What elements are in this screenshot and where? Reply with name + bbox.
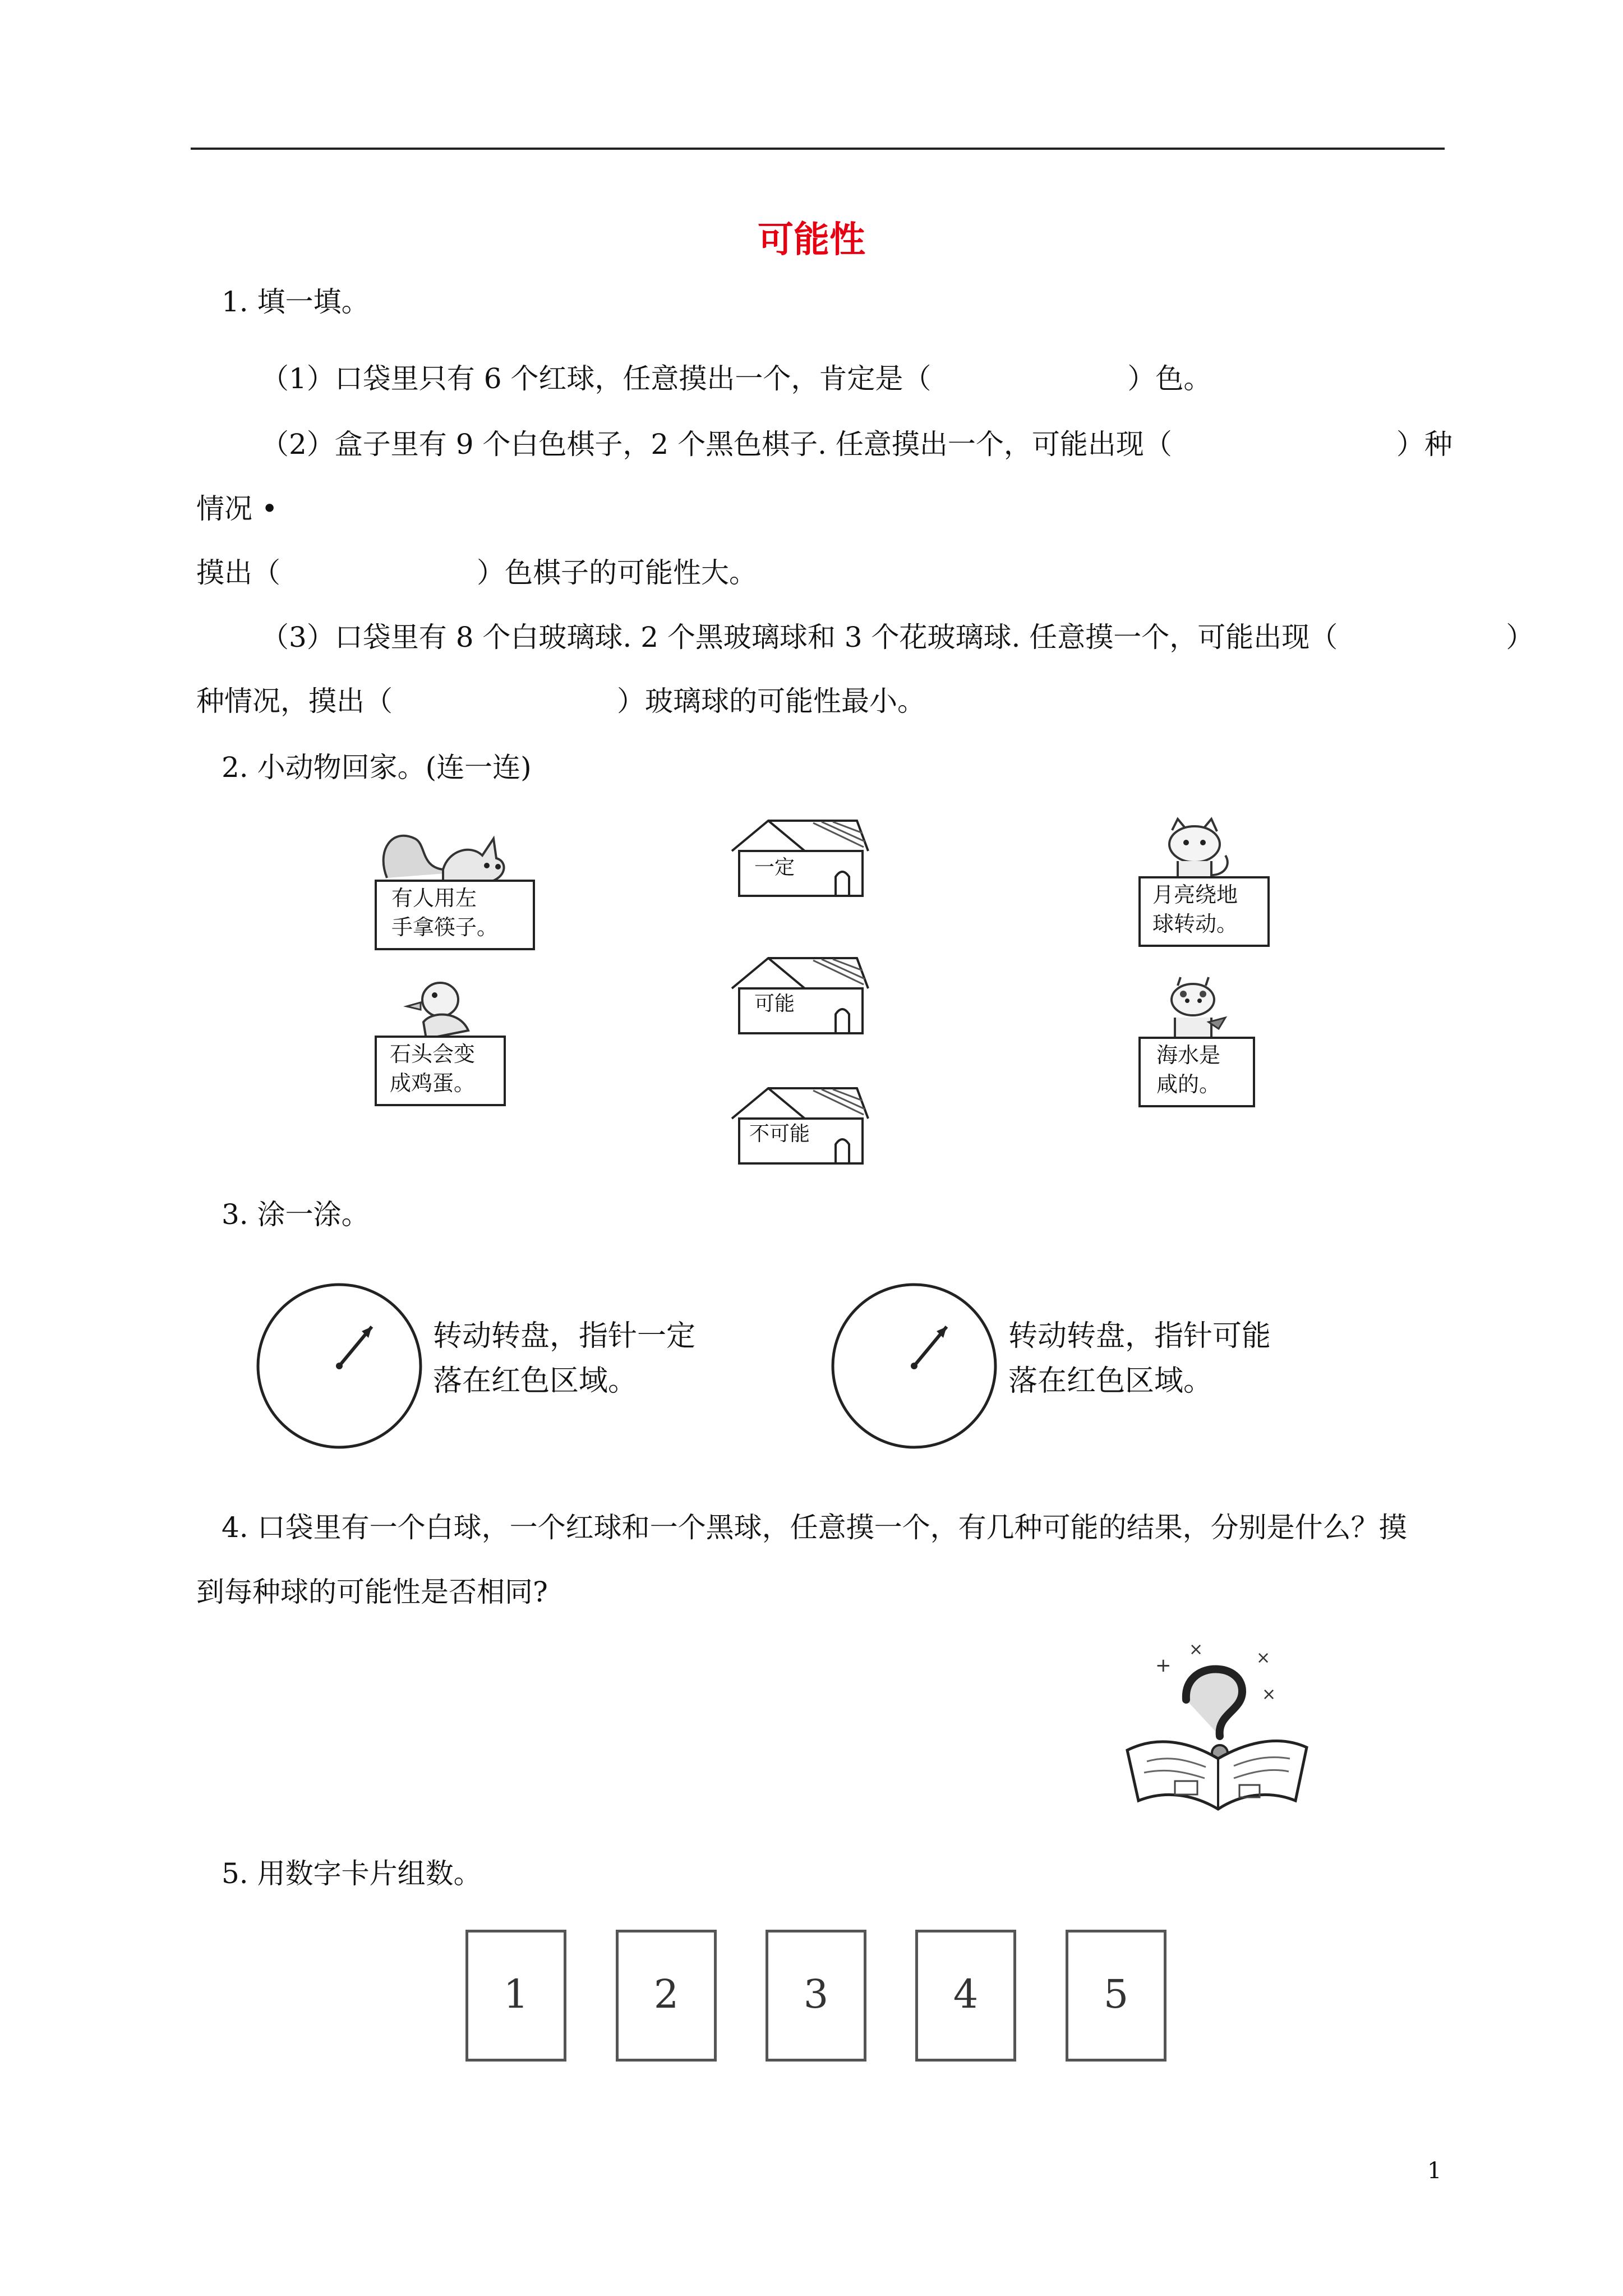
page-title: 可能性 (758, 219, 865, 261)
fox-card-line2: 手拿筷子。 (391, 915, 499, 940)
digit-card-3 (766, 1930, 866, 2062)
q1-heading: 1. 填一填。 (222, 286, 370, 318)
digit-card-5 (1066, 1930, 1166, 2062)
digit-card-1 (465, 1930, 566, 2062)
q3-heading: 3. 涂一涂。 (222, 1198, 370, 1231)
spinner-1 (255, 1282, 423, 1450)
q5-heading: 5. 用数字卡片组数。 (222, 1857, 482, 1890)
q4-line2: 到每种球的可能性是否相同? (196, 1576, 548, 1608)
cat-card-line1: 月亮绕地 (1152, 882, 1238, 907)
question-book-illustration (1122, 1638, 1312, 1829)
house-bukeneng-label: 不可能 (749, 1122, 810, 1145)
digit-card-2-value: 2 (653, 1971, 679, 2017)
duck-card-line2: 成鸡蛋。 (390, 1071, 476, 1096)
spinner-1-text-line2: 落在红色区域。 (433, 1364, 638, 1398)
q1-item2-line1: （2）盒子里有 9 个白色棋子，2 个黑色棋子. 任意摸出一个，可能出现（ ）种 (261, 428, 1453, 461)
duck-card-line1: 石头会变 (390, 1042, 476, 1066)
giraffe-card-line1: 海水是 (1156, 1043, 1221, 1068)
page-number: 1 (1427, 2158, 1442, 2184)
house-yiding (723, 816, 872, 900)
svg-text:×: × (1256, 1648, 1271, 1668)
giraffe-illustration (1152, 977, 1237, 1045)
q1-item1: （1）口袋里只有 6 个红球，任意摸出一个，肯定是（ ）色。 (261, 362, 1212, 395)
digit-card-4-value: 4 (953, 1971, 979, 2017)
fox-illustration (376, 816, 522, 889)
q1-item2-line2: 情况 • (196, 493, 278, 525)
cat-card-line2: 球转动。 (1152, 912, 1238, 936)
house-keneng-label: 可能 (754, 992, 795, 1015)
digit-card-1-value: 1 (503, 1971, 529, 2017)
giraffe-card-line2: 咸的。 (1156, 1072, 1221, 1097)
svg-text:×: × (1189, 1640, 1204, 1659)
svg-text:×: × (1262, 1685, 1276, 1704)
header-rule (191, 148, 1445, 150)
q1-item3-line2: 种情况，摸出（ ）玻璃球的可能性最小。 (196, 685, 925, 717)
q1-item3-line1: （3）口袋里有 8 个白玻璃球. 2 个黑玻璃球和 3 个花玻璃球. 任意摸一个，可能出现（ ） (261, 621, 1534, 654)
digit-card-5-value: 5 (1103, 1971, 1129, 2017)
spinner-2 (830, 1282, 998, 1450)
spinner-2-text-line2: 落在红色区域。 (1008, 1364, 1213, 1398)
digit-card-3-value: 3 (803, 1971, 829, 2017)
spinner-2-text-line1: 转动转盘，指针可能 (1008, 1319, 1271, 1353)
q1-item2-line3: 摸出（ ）色棋子的可能性大。 (196, 556, 757, 589)
svg-text:+: + (1155, 1654, 1172, 1677)
q4-line1: 4. 口袋里有一个白球，一个红球和一个黑球，任意摸一个，有几种可能的结果，分别是什么？摸 (222, 1511, 1407, 1544)
duck-illustration (393, 977, 482, 1045)
spinner-1-text-line1: 转动转盘，指针一定 (433, 1319, 696, 1353)
digit-card-2 (616, 1930, 717, 2062)
digit-card-4 (915, 1930, 1016, 2062)
fox-card-line1: 有人用左 (391, 886, 477, 910)
q2-heading: 2. 小动物回家。(连一连) (222, 751, 532, 784)
house-keneng (723, 954, 872, 1038)
house-yiding-label: 一定 (754, 856, 795, 879)
